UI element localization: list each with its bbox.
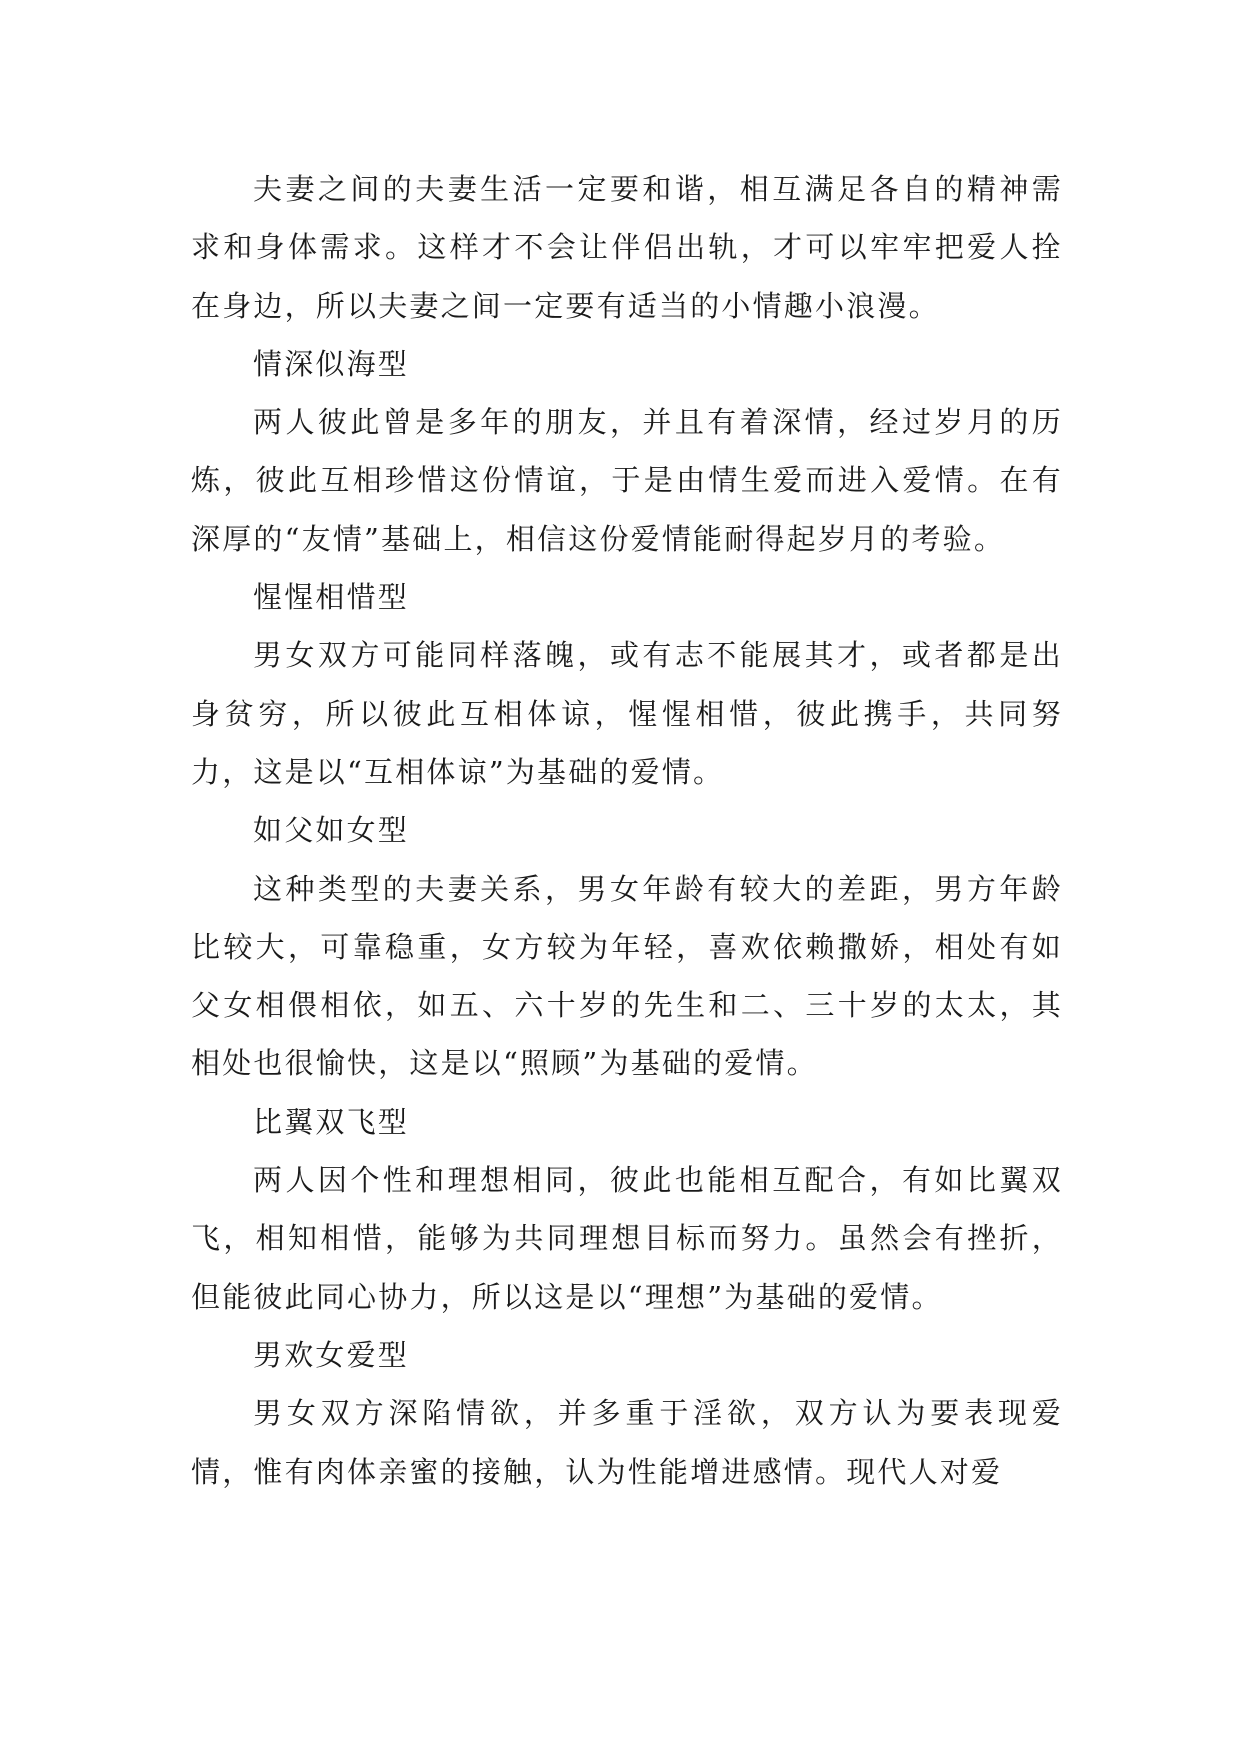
body-paragraph: 这种类型的夫妻关系，男女年龄有较大的差距，男方年龄比较大，可靠稳重，女方较为年轻，喜欢依赖撒娇，相处有如父女相偎相依，如五、六十岁的先生和二、三十岁的太太，其相处也很愉快，这是以“照顾”为基础的爱情。 [191, 871, 1063, 1081]
section-heading: 男欢女爱型 [253, 1337, 410, 1372]
body-paragraph: 男女双方可能同样落魄，或有志不能展其才，或者都是出身贫穷，所以彼此互相体谅，惺惺相惜，彼此携手，共同努力，这是以“互相体谅”为基础的爱情。 [191, 638, 1063, 789]
section-heading: 惺惺相惜型 [253, 580, 410, 615]
document-body [191, 160, 1063, 1501]
body-paragraph: 男女双方深陷情欲，并多重于淫欲，双方认为要表现爱情，惟有肉体亲蜜的接触，认为性能增进感情。现代人对爱 [191, 1396, 1063, 1489]
body-paragraph: 两人因个性和理想相同，彼此也能相互配合，有如比翼双飞，相知相惜，能够为共同理想目标而努力。虽然会有挫折，但能彼此同心协力，所以这是以“理想”为基础的爱情。 [191, 1163, 1063, 1314]
body-paragraph: 两人彼此曾是多年的朋友，并且有着深情，经过岁月的历炼，彼此互相珍惜这份情谊，于是由情生爱而进入爱情。在有深厚的“友情”基础上，相信这份爱情能耐得起岁月的考验。 [191, 405, 1063, 556]
section-heading: 比翼双飞型 [253, 1104, 410, 1139]
section-heading: 如父如女型 [253, 813, 410, 848]
section-heading: 情深似海型 [253, 346, 410, 381]
body-paragraph: 夫妻之间的夫妻生活一定要和谐，相互满足各自的精神需求和身体需求。这样才不会让伴侣出轨，才可以牢牢把爱人拴在身边，所以夫妻之间一定要有适当的小情趣小浪漫。 [191, 172, 1063, 323]
